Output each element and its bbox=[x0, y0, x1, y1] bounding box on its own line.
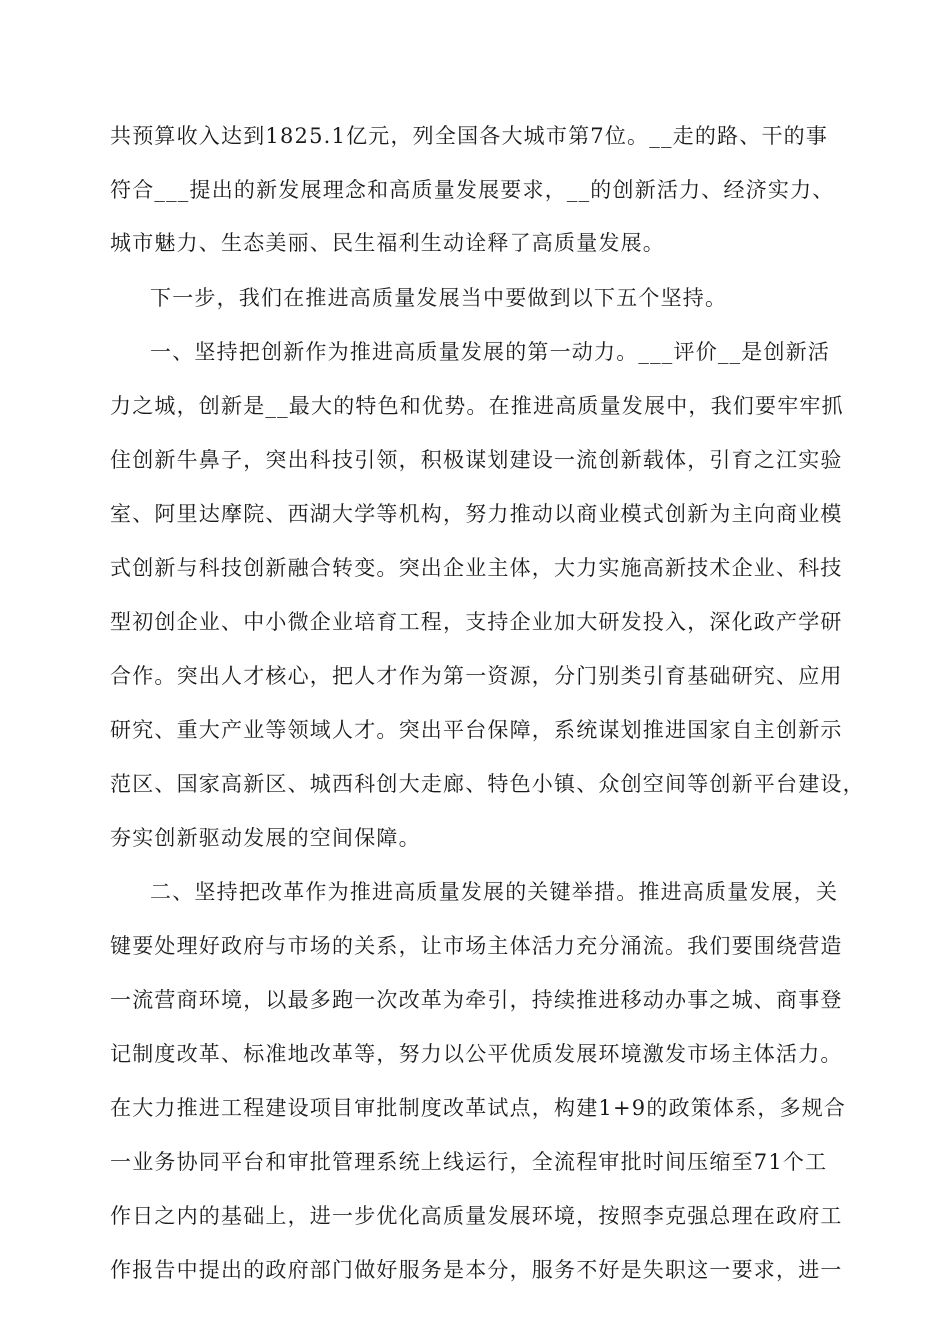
text-line: 一业务协同平台和审批管理系统上线运行，全流程审批时间压缩至71个工 bbox=[110, 1150, 828, 1174]
text-line: 研究、重大产业等领域人才。突出平台保障，系统谋划推进国家自主创新示 bbox=[110, 718, 843, 742]
text-line: 作日之内的基础上，进一步优化高质量发展环境，按照李克强总理在政府工 bbox=[110, 1204, 843, 1228]
text-line: 符合___提出的新发展理念和高质量发展要求，__的创新活力、经济实力、 bbox=[110, 178, 835, 202]
text-line: 力之城，创新是__最大的特色和优势。在推进高质量发展中，我们要牢牢抓 bbox=[110, 394, 844, 418]
paragraph-start-line: 下一步，我们在推进高质量发展当中要做到以下五个坚持。 bbox=[150, 286, 728, 310]
text-line: 一流营商环境，以最多跑一次改革为牵引，持续推进移动办事之城、商事登 bbox=[110, 988, 843, 1012]
text-line: 在大力推进工程建设项目审批制度改革试点，构建1+9的政策体系，多规合 bbox=[110, 1096, 847, 1120]
text-line: 范区、国家高新区、城西科创大走廊、特色小镇、众创空间等创新平台建设， bbox=[110, 772, 865, 796]
text-line: 型初创企业、中小微企业培育工程，支持企业加大研发投入，深化政产学研 bbox=[110, 610, 843, 634]
paragraph-start-line: 二、坚持把改革作为推进高质量发展的关键举措。推进高质量发展，关 bbox=[150, 880, 839, 904]
text-line: 城市魅力、生态美丽、民生福利生动诠释了高质量发展。 bbox=[110, 231, 665, 255]
paragraph-start-line: 一、坚持把创新作为推进高质量发展的第一动力。___评价__是创新活 bbox=[150, 340, 831, 364]
text-line: 室、阿里达摩院、西湖大学等机构，努力推动以商业模式创新为主向商业模 bbox=[110, 502, 843, 526]
text-line: 合作。突出人才核心，把人才作为第一资源，分门别类引育基础研究、应用 bbox=[110, 664, 843, 688]
text-line: 作报告中提出的政府部门做好服务是本分，服务不好是失职这一要求，进一 bbox=[110, 1258, 843, 1282]
text-line: 键要处理好政府与市场的关系，让市场主体活力充分涌流。我们要围绕营造 bbox=[110, 934, 843, 958]
text-line: 夯实创新驱动发展的空间保障。 bbox=[110, 826, 421, 850]
text-line: 住创新牛鼻子，突出科技引领，积极谋划建设一流创新载体，引育之江实验 bbox=[110, 448, 843, 472]
text-line: 共预算收入达到1825.1亿元，列全国各大城市第7位。__走的路、干的事 bbox=[110, 124, 829, 148]
text-line: 记制度改革、标准地改革等，努力以公平优质发展环境激发市场主体活力。 bbox=[110, 1042, 843, 1066]
text-line: 式创新与科技创新融合转变。突出企业主体，大力实施高新技术企业、科技 bbox=[110, 556, 843, 580]
